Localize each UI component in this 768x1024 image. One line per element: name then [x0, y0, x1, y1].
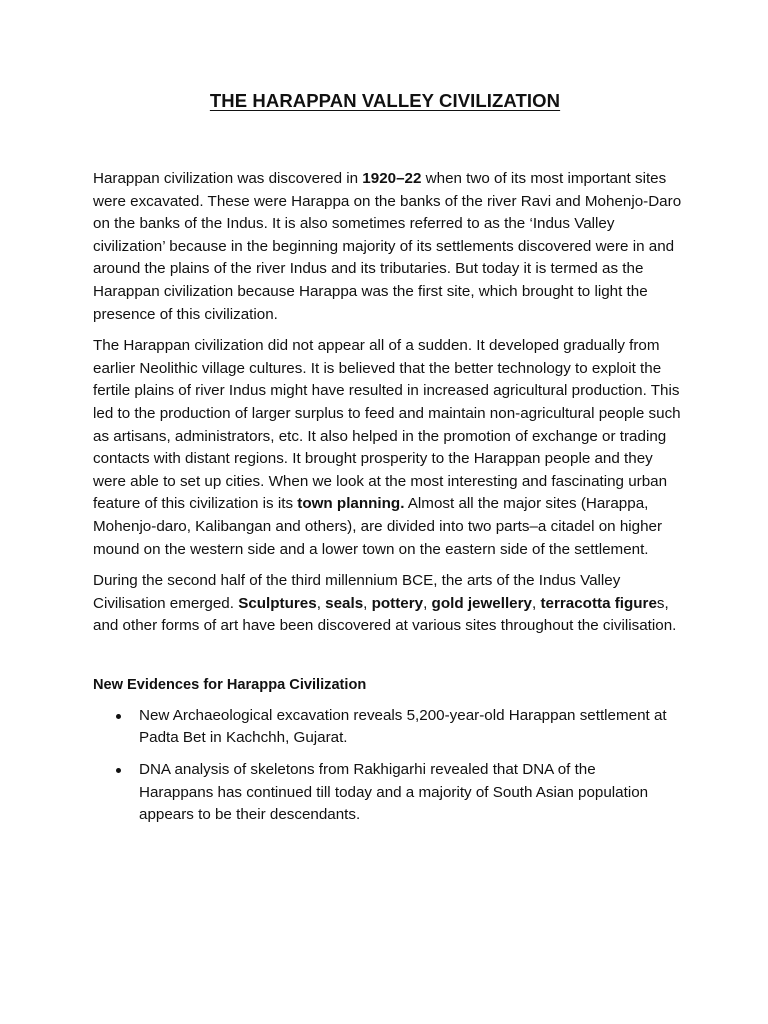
list-item [139, 705, 683, 750]
text-run: when two of its most important sites were excavated. These were Harappa on the banks of the river Ravi and Mohenjo-Daro on the banks of the Indus. It is also sometimes referred to as the ‘Indus Valley civilization’ because in the beginning majority of its settlements discovered were in and around the plains of the river Indus and its tributaries. But today it is termed as the Harappan civilization because Harappa was the first site, which brought to light the presence of this civilization. [93, 170, 682, 323]
document-page [93, 90, 683, 836]
bold-run: 1920–22 [362, 170, 422, 187]
text-run: Harappan civilization was discovered in [93, 170, 363, 187]
text-run: During the second half of the third millennium BCE, the arts of the Indus Valley Civilisation emerged. [93, 572, 621, 612]
text-run: , [363, 594, 372, 612]
bold-run: Sculptures [238, 594, 317, 612]
text-run: s, and other forms of art have been discovered at various sites throughout the civilisation. [93, 594, 677, 635]
bold-run: seals [325, 594, 364, 612]
paragraph-discovery [93, 168, 683, 326]
list-item-text: DNA analysis of skeletons from Rakhigarhi revealed that DNA of the Harappans has continued till today and a majority of South Asian population appears to be their descendants. [139, 761, 649, 824]
text-run: , [532, 594, 541, 612]
text-run: , [316, 594, 326, 612]
paragraph-development [93, 335, 683, 561]
bold-run: gold jewellery [431, 594, 532, 612]
bold-run: town planning. [297, 495, 405, 513]
list-item-text: New Archaeological excavation reveals 5,200-year-old Harappan settlement at Padta Bet in Kachchh, Gujarat. [139, 706, 667, 747]
bold-run: terracotta figure [540, 594, 657, 612]
text-run: , [423, 594, 432, 612]
bold-run: pottery [371, 594, 424, 612]
evidence-list [93, 705, 683, 827]
bullet-icon [116, 768, 121, 773]
paragraph-arts [93, 570, 683, 638]
section-heading-new-evidences: New Evidences for Harappa Civilization [93, 676, 367, 693]
document-title: THE HARAPPAN VALLEY CIVILIZATION [209, 90, 561, 111]
list-item [139, 759, 683, 827]
text-run: Almost all the major sites (Harappa, Mohenjo-daro, Kalibangan and others), are divided into two parts–a citadel on higher mound on the western side and a lower town on the eastern side of the settlement. [93, 495, 663, 558]
bullet-icon [116, 714, 121, 719]
text-run: The Harappan civilization did not appear all of a sudden. It developed gradually from earlier Neolithic village cultures. It is believed that the better technology to exploit the fertile plains of river Indus might have resulted in increased agricultural production. This led to the production of larger surplus to feed and maintain non-agricultural people such as artisans, administrators, etc. It also helped in the promotion of exchange or trading contacts with distant regions. It brought prosperity to the Harappan people and they were able to set up cities. When we look at the most interesting and fascinating urban feature of this civilization is its [93, 337, 681, 513]
